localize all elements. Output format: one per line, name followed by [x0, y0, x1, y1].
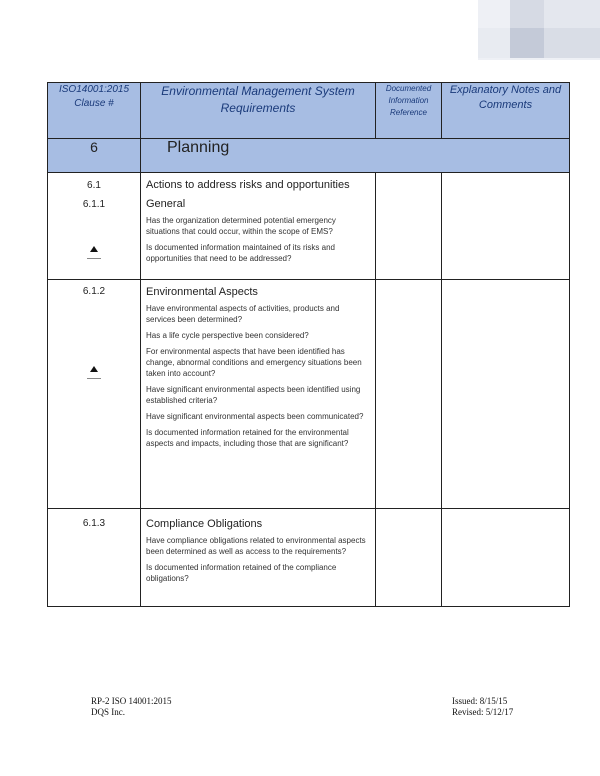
- requirements-cell: [141, 509, 376, 607]
- section-number: 6: [48, 139, 141, 173]
- clause-title: Compliance Obligations: [146, 518, 263, 530]
- document-code: RP-2 ISO 14001:2015: [91, 696, 172, 706]
- triangle-marker-icon: [48, 359, 140, 379]
- audit-checklist-table: [47, 82, 570, 607]
- question-text: Is documented information retained for the environmental aspects and impacts, including those that are significant?: [146, 428, 349, 448]
- question-text: Has the organization determined potential emergency situations that could occur, within the scope of EMS?: [146, 216, 336, 236]
- corner-decoration-block: [478, 28, 510, 58]
- corner-decoration-block: [510, 0, 544, 28]
- footer-left: [91, 696, 172, 718]
- section-row: [48, 139, 570, 173]
- question-text: Has a life cycle perspective been considered?: [146, 331, 309, 340]
- question-text: For environmental aspects that have been identified has change, abnormal conditions and emergency situations been taken into account?: [146, 347, 362, 378]
- clause-title: Actions to address risks and opportunities: [146, 179, 350, 191]
- footer-right: [452, 696, 513, 718]
- company-name: DQS Inc.: [91, 707, 125, 717]
- doc-reference-cell[interactable]: [376, 173, 442, 280]
- triangle-marker-icon: [48, 239, 140, 259]
- section-title: Planning: [141, 139, 570, 173]
- requirements-cell: [141, 280, 376, 509]
- clause-number: 6.1.3: [82, 518, 106, 529]
- doc-reference-cell[interactable]: [376, 280, 442, 509]
- question-text: Have environmental aspects of activities, products and services been determined?: [146, 304, 340, 324]
- notes-column-header: Explanatory Notes and Comments: [442, 83, 570, 139]
- notes-cell[interactable]: [442, 509, 570, 607]
- question-text: Is documented information retained of the compliance obligations?: [146, 563, 337, 583]
- notes-cell[interactable]: [442, 173, 570, 280]
- clause-title: General: [146, 198, 186, 210]
- table-row: [48, 509, 570, 607]
- table-header-row: [48, 83, 570, 139]
- doc-reference-cell[interactable]: [376, 509, 442, 607]
- requirements-column-header: Environmental Management System Requirements: [141, 83, 376, 139]
- issued-date: Issued: 8/15/15: [452, 696, 508, 706]
- table-row: [48, 173, 570, 280]
- clause-number: 6.1.2: [82, 286, 106, 297]
- question-text: Have compliance obligations related to environmental aspects been determined as well as access to the requirements?: [146, 536, 366, 556]
- notes-cell[interactable]: [442, 280, 570, 509]
- clause-title: Environmental Aspects: [146, 286, 258, 298]
- question-text: Have significant environmental aspects been identified using established criteria?: [146, 385, 361, 405]
- question-text: Is documented information maintained of its risks and opportunities that need to be addressed?: [146, 243, 335, 263]
- corner-decoration-block: [544, 0, 600, 28]
- corner-decoration-block: [510, 28, 544, 58]
- clause-number: 6.1.1: [82, 199, 106, 210]
- clause-cell: [48, 173, 141, 280]
- clause-cell: [48, 509, 141, 607]
- table-row: [48, 280, 570, 509]
- corner-decoration-block: [544, 28, 600, 58]
- clause-column-header: ISO14001:2015 Clause #: [48, 83, 141, 139]
- revised-date: Revised: 5/12/17: [452, 707, 514, 717]
- clause-number: 6.1: [87, 180, 101, 191]
- requirements-cell: [141, 173, 376, 280]
- clause-cell: [48, 280, 141, 509]
- question-text: Have significant environmental aspects been communicated?: [146, 412, 364, 421]
- doc-reference-column-header: Documented Information Reference: [376, 83, 442, 139]
